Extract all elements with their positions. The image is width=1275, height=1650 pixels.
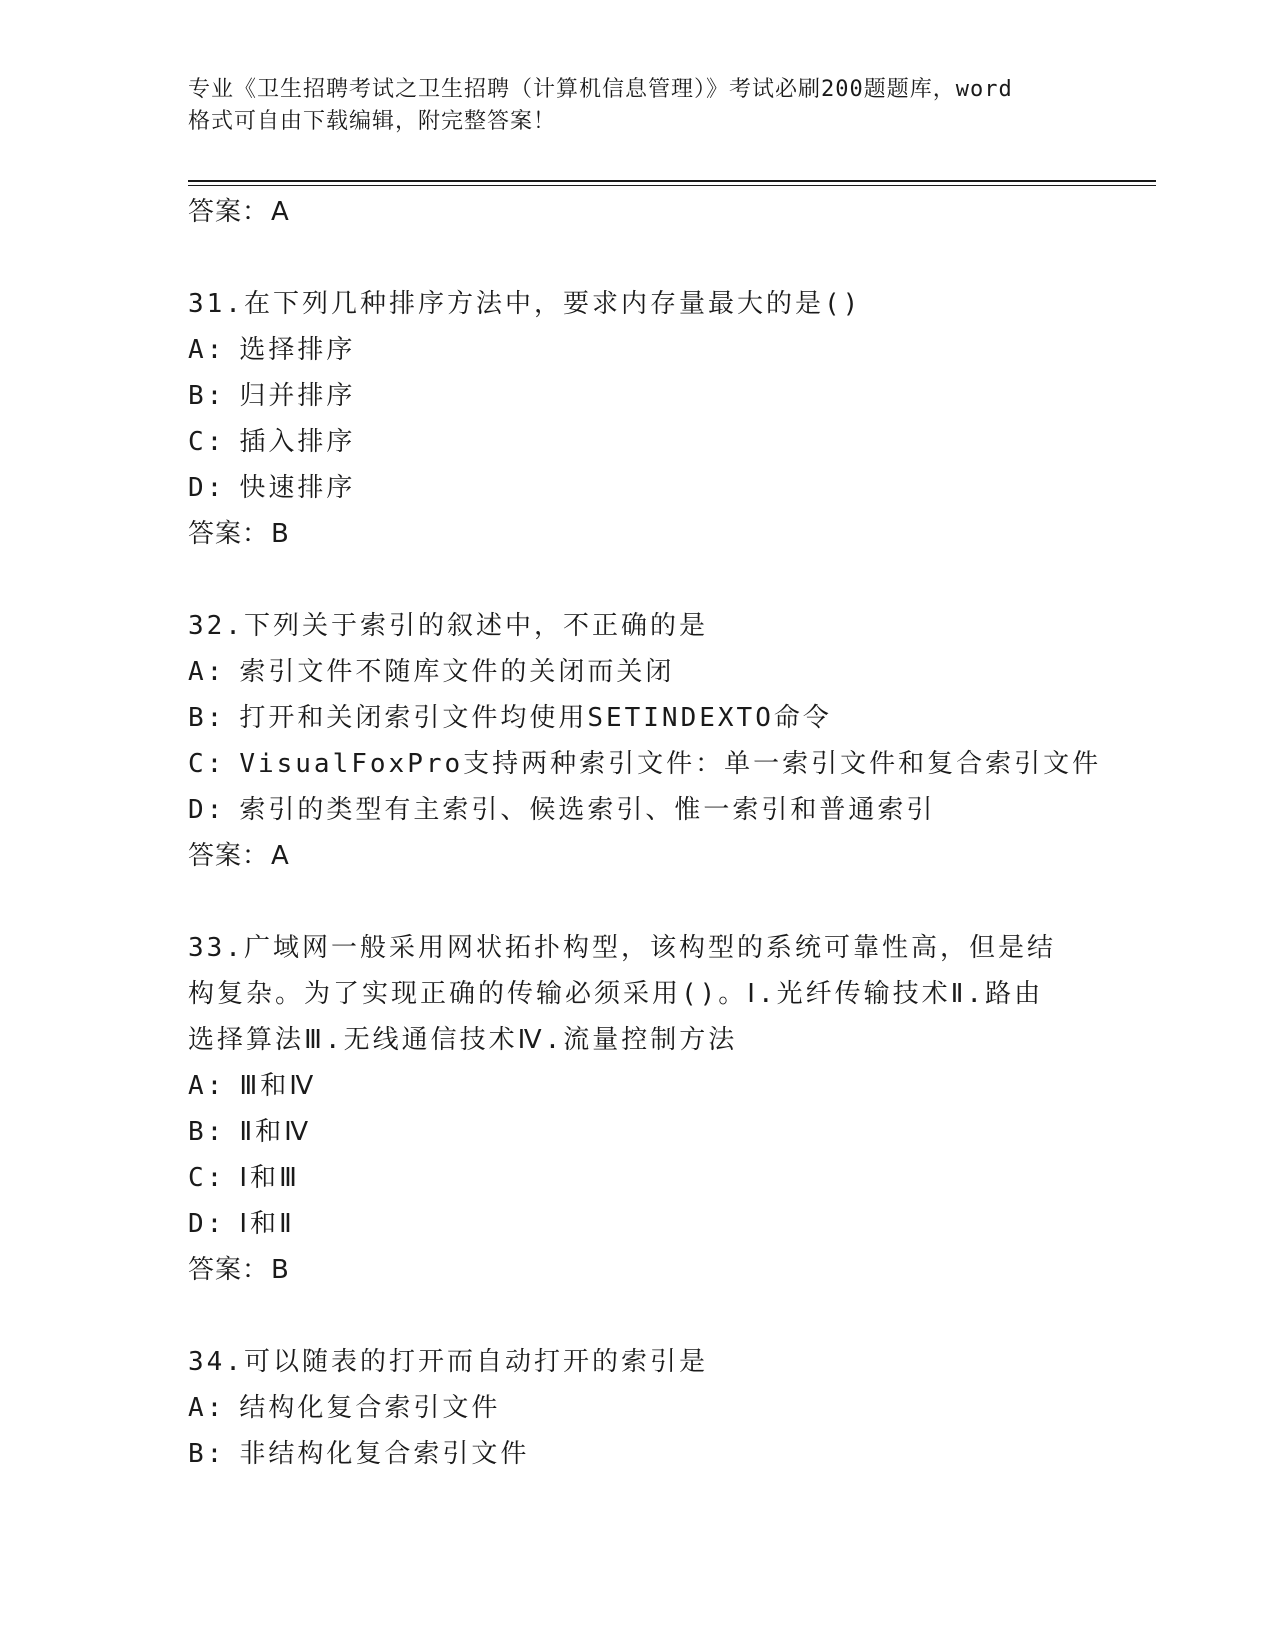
option-letter: A:: [188, 1393, 226, 1423]
option-text: 索引的类型有主索引、候选索引、惟一索引和普通索引: [239, 795, 936, 825]
option-text: Ⅲ和Ⅳ: [239, 1071, 317, 1101]
answer-value: B: [271, 519, 290, 549]
answer: [188, 511, 1156, 557]
option-letter: A:: [188, 335, 226, 365]
option-letter: D:: [188, 1209, 226, 1239]
option-text: 结构化复合索引文件: [239, 1393, 501, 1423]
option-text: 插入排序: [239, 427, 356, 457]
option-letter: B:: [188, 1439, 226, 1469]
previous-answer: [188, 189, 1156, 235]
option-text: 快速排序: [239, 473, 356, 503]
option-d: [188, 465, 1156, 511]
option-letter: B:: [188, 1117, 226, 1147]
option-d: [188, 1201, 1156, 1247]
option-letter: A:: [188, 657, 226, 687]
question-34: [188, 1339, 1156, 1477]
option-text: Ⅰ和Ⅱ: [239, 1209, 295, 1239]
header-line-2: 格式可自由下载编辑，附完整答案！: [188, 109, 557, 134]
answer-label: 答案：: [188, 841, 270, 871]
option-text: 归并排序: [239, 381, 356, 411]
option-a: [188, 1063, 1156, 1109]
question-31: [188, 281, 1156, 557]
option-b: [188, 1431, 1156, 1477]
option-text: VisualFoxPro支持两种索引文件：单一索引文件和复合索引文件: [239, 749, 1102, 779]
option-text: 打开和关闭索引文件均使用SETINDEXTO命令: [239, 703, 832, 733]
option-a: [188, 1385, 1156, 1431]
option-letter: C:: [188, 749, 226, 779]
answer-value: A: [271, 841, 290, 871]
option-text: 索引文件不随库文件的关闭而关闭: [239, 657, 675, 687]
question-text: 31.在下列几种排序方法中，要求内存量最大的是(): [188, 289, 862, 319]
option-letter: B:: [188, 381, 226, 411]
option-text: Ⅰ和Ⅲ: [239, 1163, 300, 1193]
question-text: 33.广域网一般采用网状拓扑构型，该构型的系统可靠性高，但是结构复杂。为了实现正确的传输必须采用()。Ⅰ.光纤传输技术Ⅱ.路由选择算法Ⅲ.无线通信技术Ⅳ.流量控制方法: [188, 933, 1056, 1055]
option-letter: A:: [188, 1071, 226, 1101]
answer-label: 答案：: [188, 519, 270, 549]
question-text: 32.下列关于索引的叙述中，不正确的是: [188, 611, 708, 641]
option-letter: B:: [188, 703, 226, 733]
option-letter: D:: [188, 473, 226, 503]
document-page: [188, 0, 1158, 1650]
answer-value: B: [271, 1255, 290, 1285]
document-header: [188, 74, 1108, 138]
option-b: [188, 695, 1156, 741]
option-d: [188, 787, 1156, 833]
option-text: Ⅱ和Ⅳ: [239, 1117, 312, 1147]
question-32: [188, 603, 1156, 879]
question-text: 34.可以随表的打开而自动打开的索引是: [188, 1347, 708, 1377]
header-rule-thin: [188, 185, 1156, 186]
option-letter: D:: [188, 795, 226, 825]
option-c: [188, 419, 1156, 465]
answer-label: 答案：: [188, 197, 270, 227]
header-rule-thick: [188, 180, 1156, 182]
option-letter: C:: [188, 1163, 226, 1193]
answer: [188, 833, 1156, 879]
option-text: 非结构化复合索引文件: [239, 1439, 530, 1469]
option-b: [188, 1109, 1156, 1155]
option-b: [188, 373, 1156, 419]
option-c: [188, 1155, 1156, 1201]
option-c: [188, 741, 1156, 787]
answer-value: A: [271, 197, 290, 227]
option-text: 选择排序: [239, 335, 356, 365]
answer: [188, 1247, 1156, 1293]
header-line-1: 专业《卫生招聘考试之卫生招聘（计算机信息管理）》考试必刷200题题库，word: [188, 77, 1013, 102]
questions-content: [188, 189, 1156, 1477]
answer-label: 答案：: [188, 1255, 270, 1285]
option-a: [188, 649, 1156, 695]
option-letter: C:: [188, 427, 226, 457]
option-a: [188, 327, 1156, 373]
question-33: [188, 925, 1156, 1293]
